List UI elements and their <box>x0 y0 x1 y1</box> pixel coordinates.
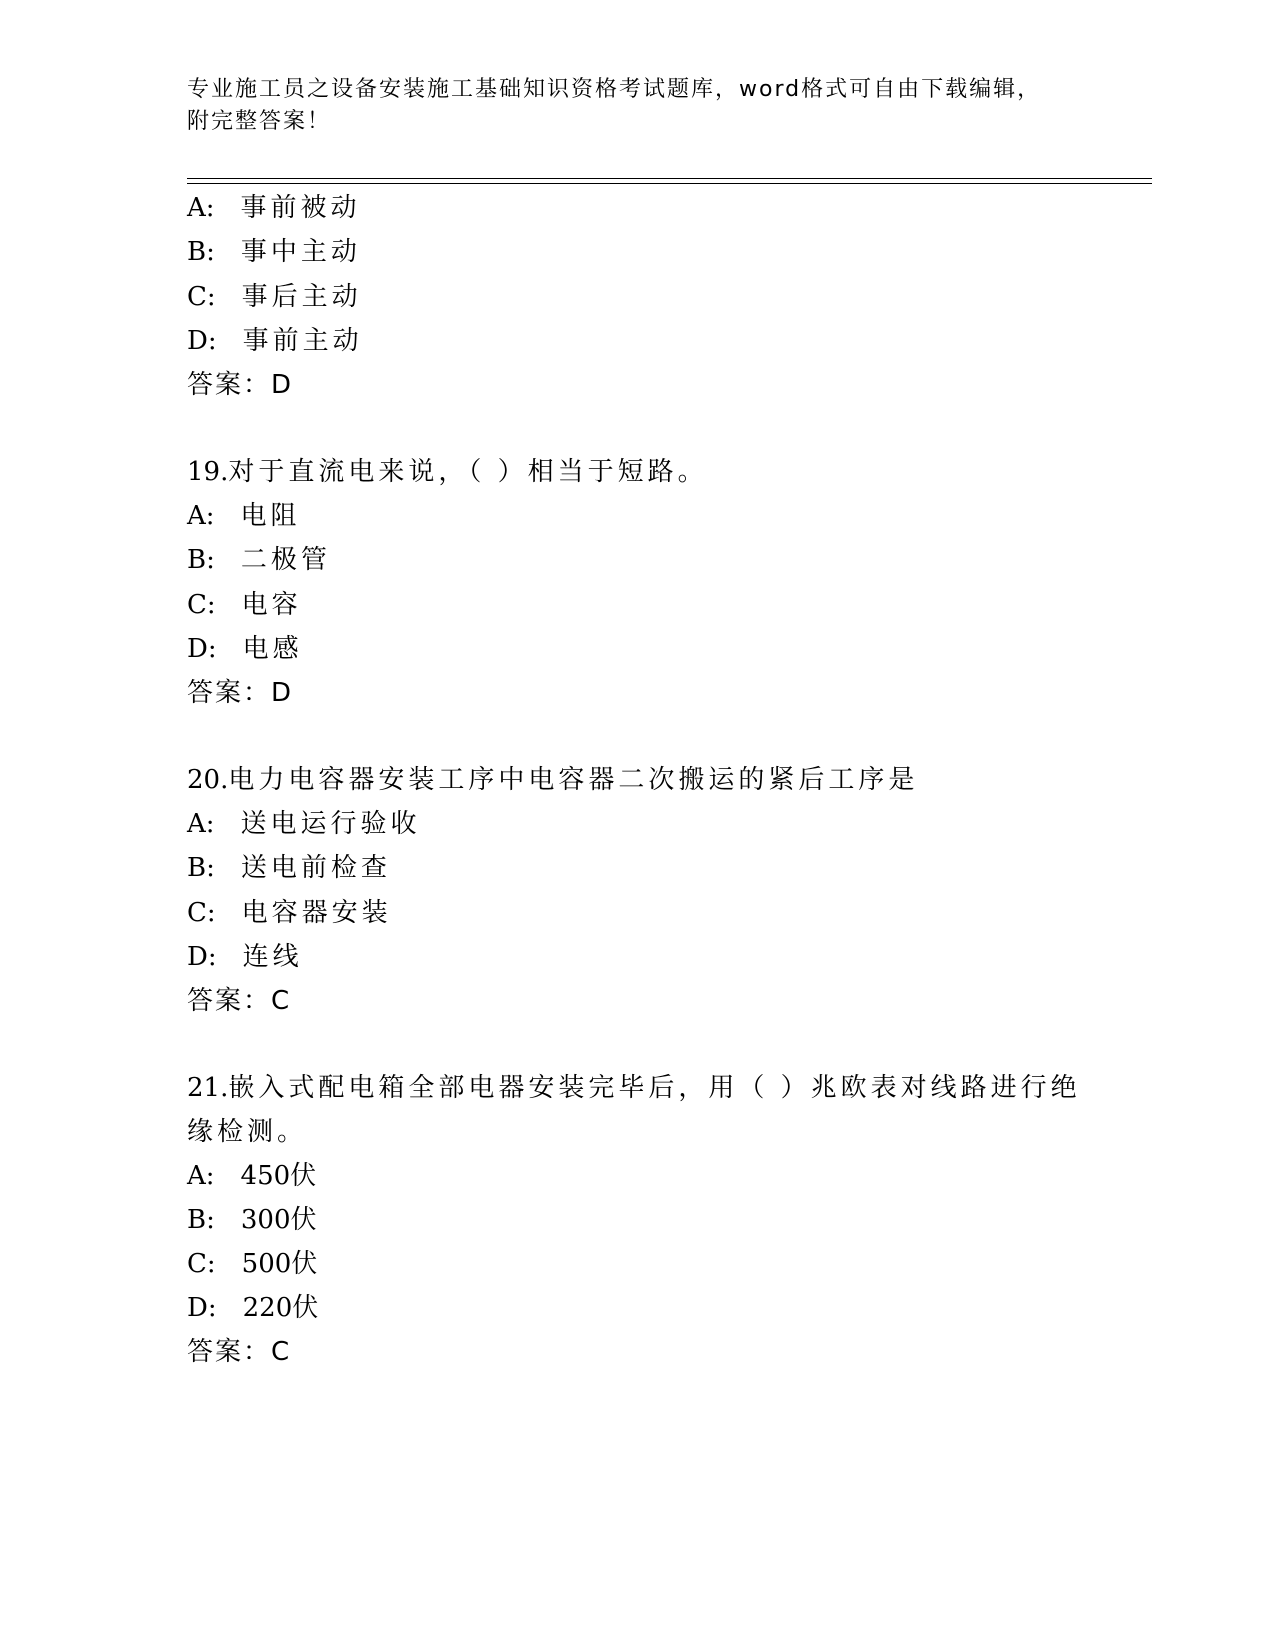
q18-option-a <box>187 190 361 226</box>
q20-answer: 答案：C <box>187 986 292 1016</box>
option-letter: A: <box>187 501 215 531</box>
q21-option-b <box>187 1202 317 1238</box>
option-text: 220伏 <box>242 1293 319 1323</box>
option-text: 450伏 <box>240 1161 317 1191</box>
q21-question-line-2: 缘检测。 <box>187 1117 308 1147</box>
q21-option-d <box>187 1290 318 1326</box>
q21-option-c <box>187 1246 317 1282</box>
option-text: 电阻 <box>240 501 301 531</box>
q18-option-c <box>187 279 362 315</box>
q20-option-a <box>187 806 421 842</box>
option-text: 事中主动 <box>240 237 361 267</box>
q19-option-b <box>187 542 331 578</box>
header-title-line-2: 附完整答案！ <box>187 109 332 134</box>
option-letter: D: <box>187 1293 217 1323</box>
option-text: 事后主动 <box>241 282 362 312</box>
q21-question-line-1 <box>187 1070 1081 1106</box>
option-text: 送电运行验收 <box>240 809 421 839</box>
option-text: 300伏 <box>240 1205 317 1235</box>
option-letter: C: <box>187 1249 216 1279</box>
q19-answer: 答案：D <box>187 678 294 708</box>
option-letter: A: <box>187 809 215 839</box>
option-text: 送电前检查 <box>240 853 391 883</box>
option-letter: D: <box>187 634 217 664</box>
option-letter: C: <box>187 590 216 620</box>
q19-question <box>187 454 708 490</box>
option-letter: C: <box>187 282 216 312</box>
option-letter: A: <box>187 193 215 223</box>
q21-answer: 答案：C <box>187 1337 292 1367</box>
header-rule-bottom <box>187 183 1152 184</box>
document-header <box>187 74 1067 138</box>
q20-question <box>187 762 918 798</box>
option-text: 二极管 <box>240 545 331 575</box>
q18-answer: 答案：D <box>187 370 294 400</box>
option-text: 电感 <box>242 634 303 664</box>
q19-option-a <box>187 498 301 534</box>
q18-option-d <box>187 323 363 359</box>
option-text: 电容 <box>241 590 302 620</box>
option-text: 500伏 <box>241 1249 318 1279</box>
question-number: 21. <box>187 1073 229 1103</box>
option-letter: B: <box>187 545 215 575</box>
option-text: 事前被动 <box>240 193 361 223</box>
q20-option-b <box>187 850 391 886</box>
option-text: 电容器安装 <box>241 898 392 928</box>
question-text: 电力电容器安装工序中电容器二次搬运的紧后工序是 <box>228 765 919 795</box>
q19-option-d <box>187 631 303 667</box>
q20-option-d <box>187 939 303 975</box>
option-text: 事前主动 <box>242 326 363 356</box>
option-letter: C: <box>187 898 216 928</box>
option-letter: A: <box>187 1161 215 1191</box>
question-text: 对于直流电来说，（ ）相当于短路。 <box>228 457 708 487</box>
option-letter: B: <box>187 1205 215 1235</box>
header-rule-top <box>187 178 1152 179</box>
question-number: 20. <box>187 765 229 795</box>
option-letter: D: <box>187 942 217 972</box>
question-text: 嵌入式配电箱全部电器安装完毕后，用（ ）兆欧表对线路进行绝 <box>228 1073 1081 1103</box>
q18-option-b <box>187 234 361 270</box>
option-text: 连线 <box>242 942 303 972</box>
q20-option-c <box>187 895 392 931</box>
q19-option-c <box>187 587 302 623</box>
question-number: 19. <box>187 457 229 487</box>
q21-option-a <box>187 1158 316 1194</box>
option-letter: D: <box>187 326 217 356</box>
header-title-line-1: 专业施工员之设备安装施工基础知识资格考试题库，word格式可自由下载编辑， <box>187 77 1042 102</box>
option-letter: B: <box>187 237 215 267</box>
option-letter: B: <box>187 853 215 883</box>
